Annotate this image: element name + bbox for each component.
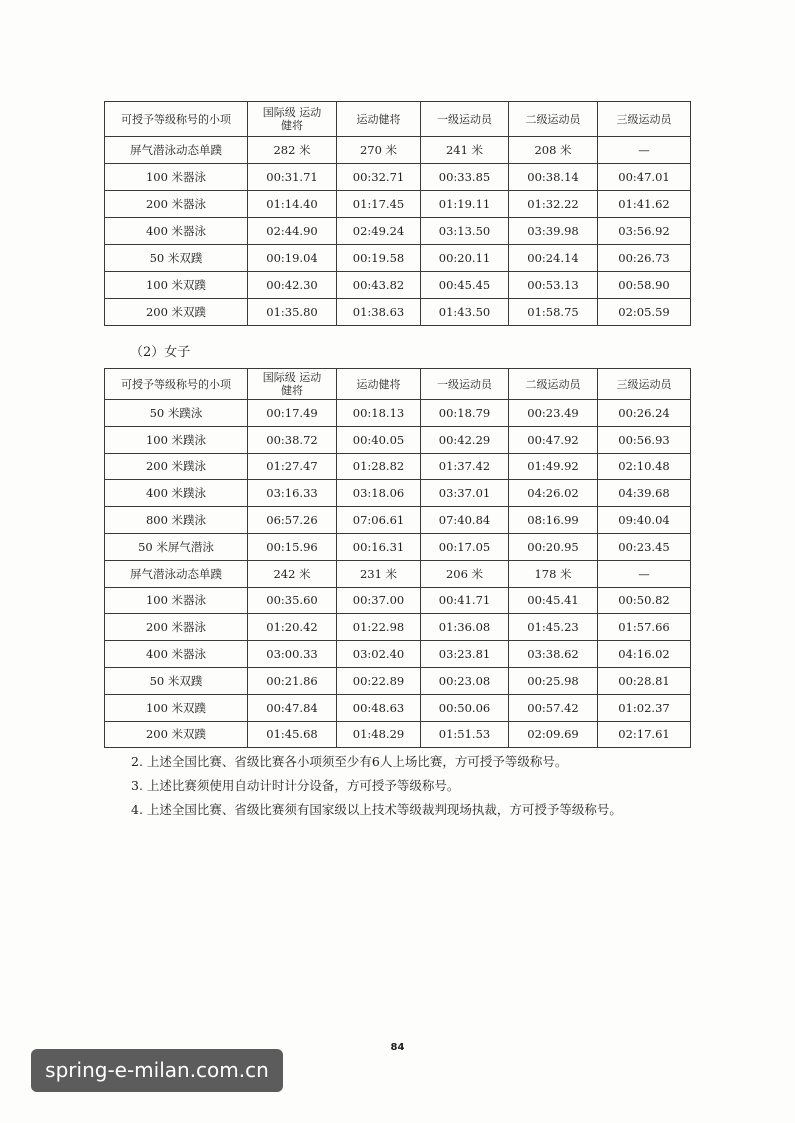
standard-cell: 06:57.26	[248, 507, 337, 534]
table-row	[105, 560, 691, 587]
standard-cell: 04:16.02	[598, 641, 691, 668]
event-name-cell: 100 米双蹼	[105, 272, 248, 299]
standard-cell: 00:26.73	[598, 245, 691, 272]
standard-cell: 01:48.29	[337, 721, 421, 748]
standard-cell: 178 米	[509, 560, 598, 587]
table-row	[105, 400, 691, 427]
standard-cell: 02:49.24	[337, 218, 421, 245]
standard-cell: 00:42.30	[248, 272, 337, 299]
standard-cell: 00:43.82	[337, 272, 421, 299]
standard-cell: 00:42.29	[421, 426, 509, 453]
standard-cell: 01:37.42	[421, 453, 509, 480]
standard-cell: 03:56.92	[598, 218, 691, 245]
standard-cell: 00:20.95	[509, 533, 598, 560]
table-row	[105, 641, 691, 668]
table-header-row	[105, 369, 691, 400]
standard-cell: 00:19.04	[248, 245, 337, 272]
standard-cell: 282 米	[248, 137, 337, 164]
watermark: spring-e-milan.com.cn	[31, 1049, 283, 1092]
event-name-cell: 200 米器泳	[105, 614, 248, 641]
standard-cell: 01:17.45	[337, 191, 421, 218]
header-master: 运动健将	[337, 369, 421, 400]
standard-cell: 00:23.08	[421, 667, 509, 694]
header-first-class: 一级运动员	[421, 102, 509, 137]
table-row	[105, 533, 691, 560]
table-row	[105, 245, 691, 272]
standard-cell: 00:26.24	[598, 400, 691, 427]
standard-cell: 00:48.63	[337, 694, 421, 721]
header-second-class: 二级运动员	[509, 369, 598, 400]
event-name-cell: 400 米器泳	[105, 218, 248, 245]
event-name-cell: 屏气潜泳动态单蹼	[105, 560, 248, 587]
standard-cell: 00:58.90	[598, 272, 691, 299]
standard-cell: 01:22.98	[337, 614, 421, 641]
table-row	[105, 272, 691, 299]
standard-cell: 00:40.05	[337, 426, 421, 453]
standard-cell: 01:41.62	[598, 191, 691, 218]
standard-cell: 01:43.50	[421, 299, 509, 326]
standard-cell: 03:16.33	[248, 480, 337, 507]
standard-cell: 00:45.41	[509, 587, 598, 614]
standard-cell: 03:02.40	[337, 641, 421, 668]
event-name-cell: 100 米双蹼	[105, 694, 248, 721]
event-name-cell: 50 米双蹼	[105, 245, 248, 272]
event-name-cell: 800 米蹼泳	[105, 507, 248, 534]
standard-cell: —	[598, 560, 691, 587]
standard-cell: 03:37.01	[421, 480, 509, 507]
standard-cell: 00:53.13	[509, 272, 598, 299]
standard-cell: 03:13.50	[421, 218, 509, 245]
standard-cell: 02:10.48	[598, 453, 691, 480]
standard-cell: 04:26.02	[509, 480, 598, 507]
standard-cell: 02:44.90	[248, 218, 337, 245]
table-row	[105, 164, 691, 191]
section-women-label: （2）女子	[130, 345, 191, 360]
standard-cell: 00:32.71	[337, 164, 421, 191]
standard-cell: 01:19.11	[421, 191, 509, 218]
standard-cell: 00:45.45	[421, 272, 509, 299]
standard-cell: 02:17.61	[598, 721, 691, 748]
table-header-row	[105, 102, 691, 137]
header-international-master: 国际级 运动健将	[248, 102, 337, 137]
standard-cell: 01:49.92	[509, 453, 598, 480]
table-row	[105, 667, 691, 694]
note-2: 2. 上述全国比赛、省级比赛各小项须至少有6人上场比赛，方可授予等级称号。	[131, 754, 568, 769]
standard-cell: 09:40.04	[598, 507, 691, 534]
standard-cell: 01:02.37	[598, 694, 691, 721]
event-name-cell: 100 米器泳	[105, 587, 248, 614]
header-event: 可授予等级称号的小项	[105, 369, 248, 400]
standard-cell: 00:19.58	[337, 245, 421, 272]
standard-cell: 00:35.60	[248, 587, 337, 614]
event-name-cell: 100 米蹼泳	[105, 426, 248, 453]
header-third-class: 三级运动员	[598, 369, 691, 400]
standard-cell: 00:50.06	[421, 694, 509, 721]
table-row	[105, 299, 691, 326]
women-table-body	[105, 400, 691, 748]
standard-cell: 00:31.71	[248, 164, 337, 191]
header-first-class: 一级运动员	[421, 369, 509, 400]
event-name-cell: 400 米器泳	[105, 641, 248, 668]
standard-cell: 00:17.49	[248, 400, 337, 427]
standard-cell: 01:35.80	[248, 299, 337, 326]
standard-cell: 00:37.00	[337, 587, 421, 614]
standard-cell: 01:14.40	[248, 191, 337, 218]
header-third-class: 三级运动员	[598, 102, 691, 137]
standard-cell: 00:23.49	[509, 400, 598, 427]
table-row	[105, 721, 691, 748]
standard-cell: 00:47.92	[509, 426, 598, 453]
women-grade-table	[104, 368, 691, 748]
standard-cell: 00:33.85	[421, 164, 509, 191]
standard-cell: 07:06.61	[337, 507, 421, 534]
event-name-cell: 屏气潜泳动态单蹼	[105, 137, 248, 164]
men-table-body	[105, 137, 691, 326]
standard-cell: 242 米	[248, 560, 337, 587]
standard-cell: 00:23.45	[598, 533, 691, 560]
standard-cell: 00:25.98	[509, 667, 598, 694]
standard-cell: 02:05.59	[598, 299, 691, 326]
table-row	[105, 694, 691, 721]
event-name-cell: 200 米蹼泳	[105, 453, 248, 480]
standard-cell: 04:39.68	[598, 480, 691, 507]
standard-cell: 270 米	[337, 137, 421, 164]
standard-cell: 00:21.86	[248, 667, 337, 694]
standard-cell: 00:56.93	[598, 426, 691, 453]
table-row	[105, 480, 691, 507]
notes	[131, 752, 731, 824]
standard-cell: 00:47.01	[598, 164, 691, 191]
event-name-cell: 50 米屏气潜泳	[105, 533, 248, 560]
standard-cell: 01:51.53	[421, 721, 509, 748]
event-name-cell: 400 米蹼泳	[105, 480, 248, 507]
standard-cell: 208 米	[509, 137, 598, 164]
header-second-class: 二级运动员	[509, 102, 598, 137]
standard-cell: 00:22.89	[337, 667, 421, 694]
standard-cell: 00:38.72	[248, 426, 337, 453]
event-name-cell: 200 米器泳	[105, 191, 248, 218]
standard-cell: 00:24.14	[509, 245, 598, 272]
standard-cell: —	[598, 137, 691, 164]
note-3: 3. 上述比赛须使用自动计时计分设备，方可授予等级称号。	[131, 778, 460, 793]
standard-cell: 01:28.82	[337, 453, 421, 480]
table-row	[105, 218, 691, 245]
standard-cell: 00:41.71	[421, 587, 509, 614]
standard-cell: 00:20.11	[421, 245, 509, 272]
event-name-cell: 100 米器泳	[105, 164, 248, 191]
table-row	[105, 453, 691, 480]
standard-cell: 01:57.66	[598, 614, 691, 641]
standard-cell: 03:00.33	[248, 641, 337, 668]
standard-cell: 01:32.22	[509, 191, 598, 218]
standard-cell: 00:50.82	[598, 587, 691, 614]
note-4: 4. 上述全国比赛、省级比赛须有国家级以上技术等级裁判现场执裁，方可授予等级称号。	[131, 802, 622, 817]
event-name-cell: 200 米双蹼	[105, 299, 248, 326]
standard-cell: 231 米	[337, 560, 421, 587]
men-grade-table	[104, 101, 691, 326]
event-name-cell: 50 米蹼泳	[105, 400, 248, 427]
event-name-cell: 200 米双蹼	[105, 721, 248, 748]
table-row	[105, 507, 691, 534]
standard-cell: 00:15.96	[248, 533, 337, 560]
table-row	[105, 137, 691, 164]
standard-cell: 03:18.06	[337, 480, 421, 507]
standard-cell: 00:28.81	[598, 667, 691, 694]
standard-cell: 01:27.47	[248, 453, 337, 480]
table-row	[105, 614, 691, 641]
standard-cell: 01:38.63	[337, 299, 421, 326]
header-master: 运动健将	[337, 102, 421, 137]
table-row	[105, 191, 691, 218]
standard-cell: 206 米	[421, 560, 509, 587]
standard-cell: 00:47.84	[248, 694, 337, 721]
standard-cell: 00:16.31	[337, 533, 421, 560]
header-event: 可授予等级称号的小项	[105, 102, 248, 137]
standard-cell: 241 米	[421, 137, 509, 164]
standard-cell: 00:57.42	[509, 694, 598, 721]
standard-cell: 00:17.05	[421, 533, 509, 560]
standard-cell: 00:18.79	[421, 400, 509, 427]
standard-cell: 08:16.99	[509, 507, 598, 534]
standard-cell: 01:45.68	[248, 721, 337, 748]
standard-cell: 03:39.98	[509, 218, 598, 245]
standard-cell: 03:38.62	[509, 641, 598, 668]
standard-cell: 03:23.81	[421, 641, 509, 668]
standard-cell: 00:18.13	[337, 400, 421, 427]
standard-cell: 01:45.23	[509, 614, 598, 641]
event-name-cell: 50 米双蹼	[105, 667, 248, 694]
standard-cell: 01:58.75	[509, 299, 598, 326]
standard-cell: 01:20.42	[248, 614, 337, 641]
table-row	[105, 587, 691, 614]
standard-cell: 00:38.14	[509, 164, 598, 191]
page-number: 84	[390, 1042, 405, 1053]
standard-cell: 07:40.84	[421, 507, 509, 534]
standard-cell: 02:09.69	[509, 721, 598, 748]
table-row	[105, 426, 691, 453]
standard-cell: 01:36.08	[421, 614, 509, 641]
header-international-master: 国际级 运动健将	[248, 369, 337, 400]
